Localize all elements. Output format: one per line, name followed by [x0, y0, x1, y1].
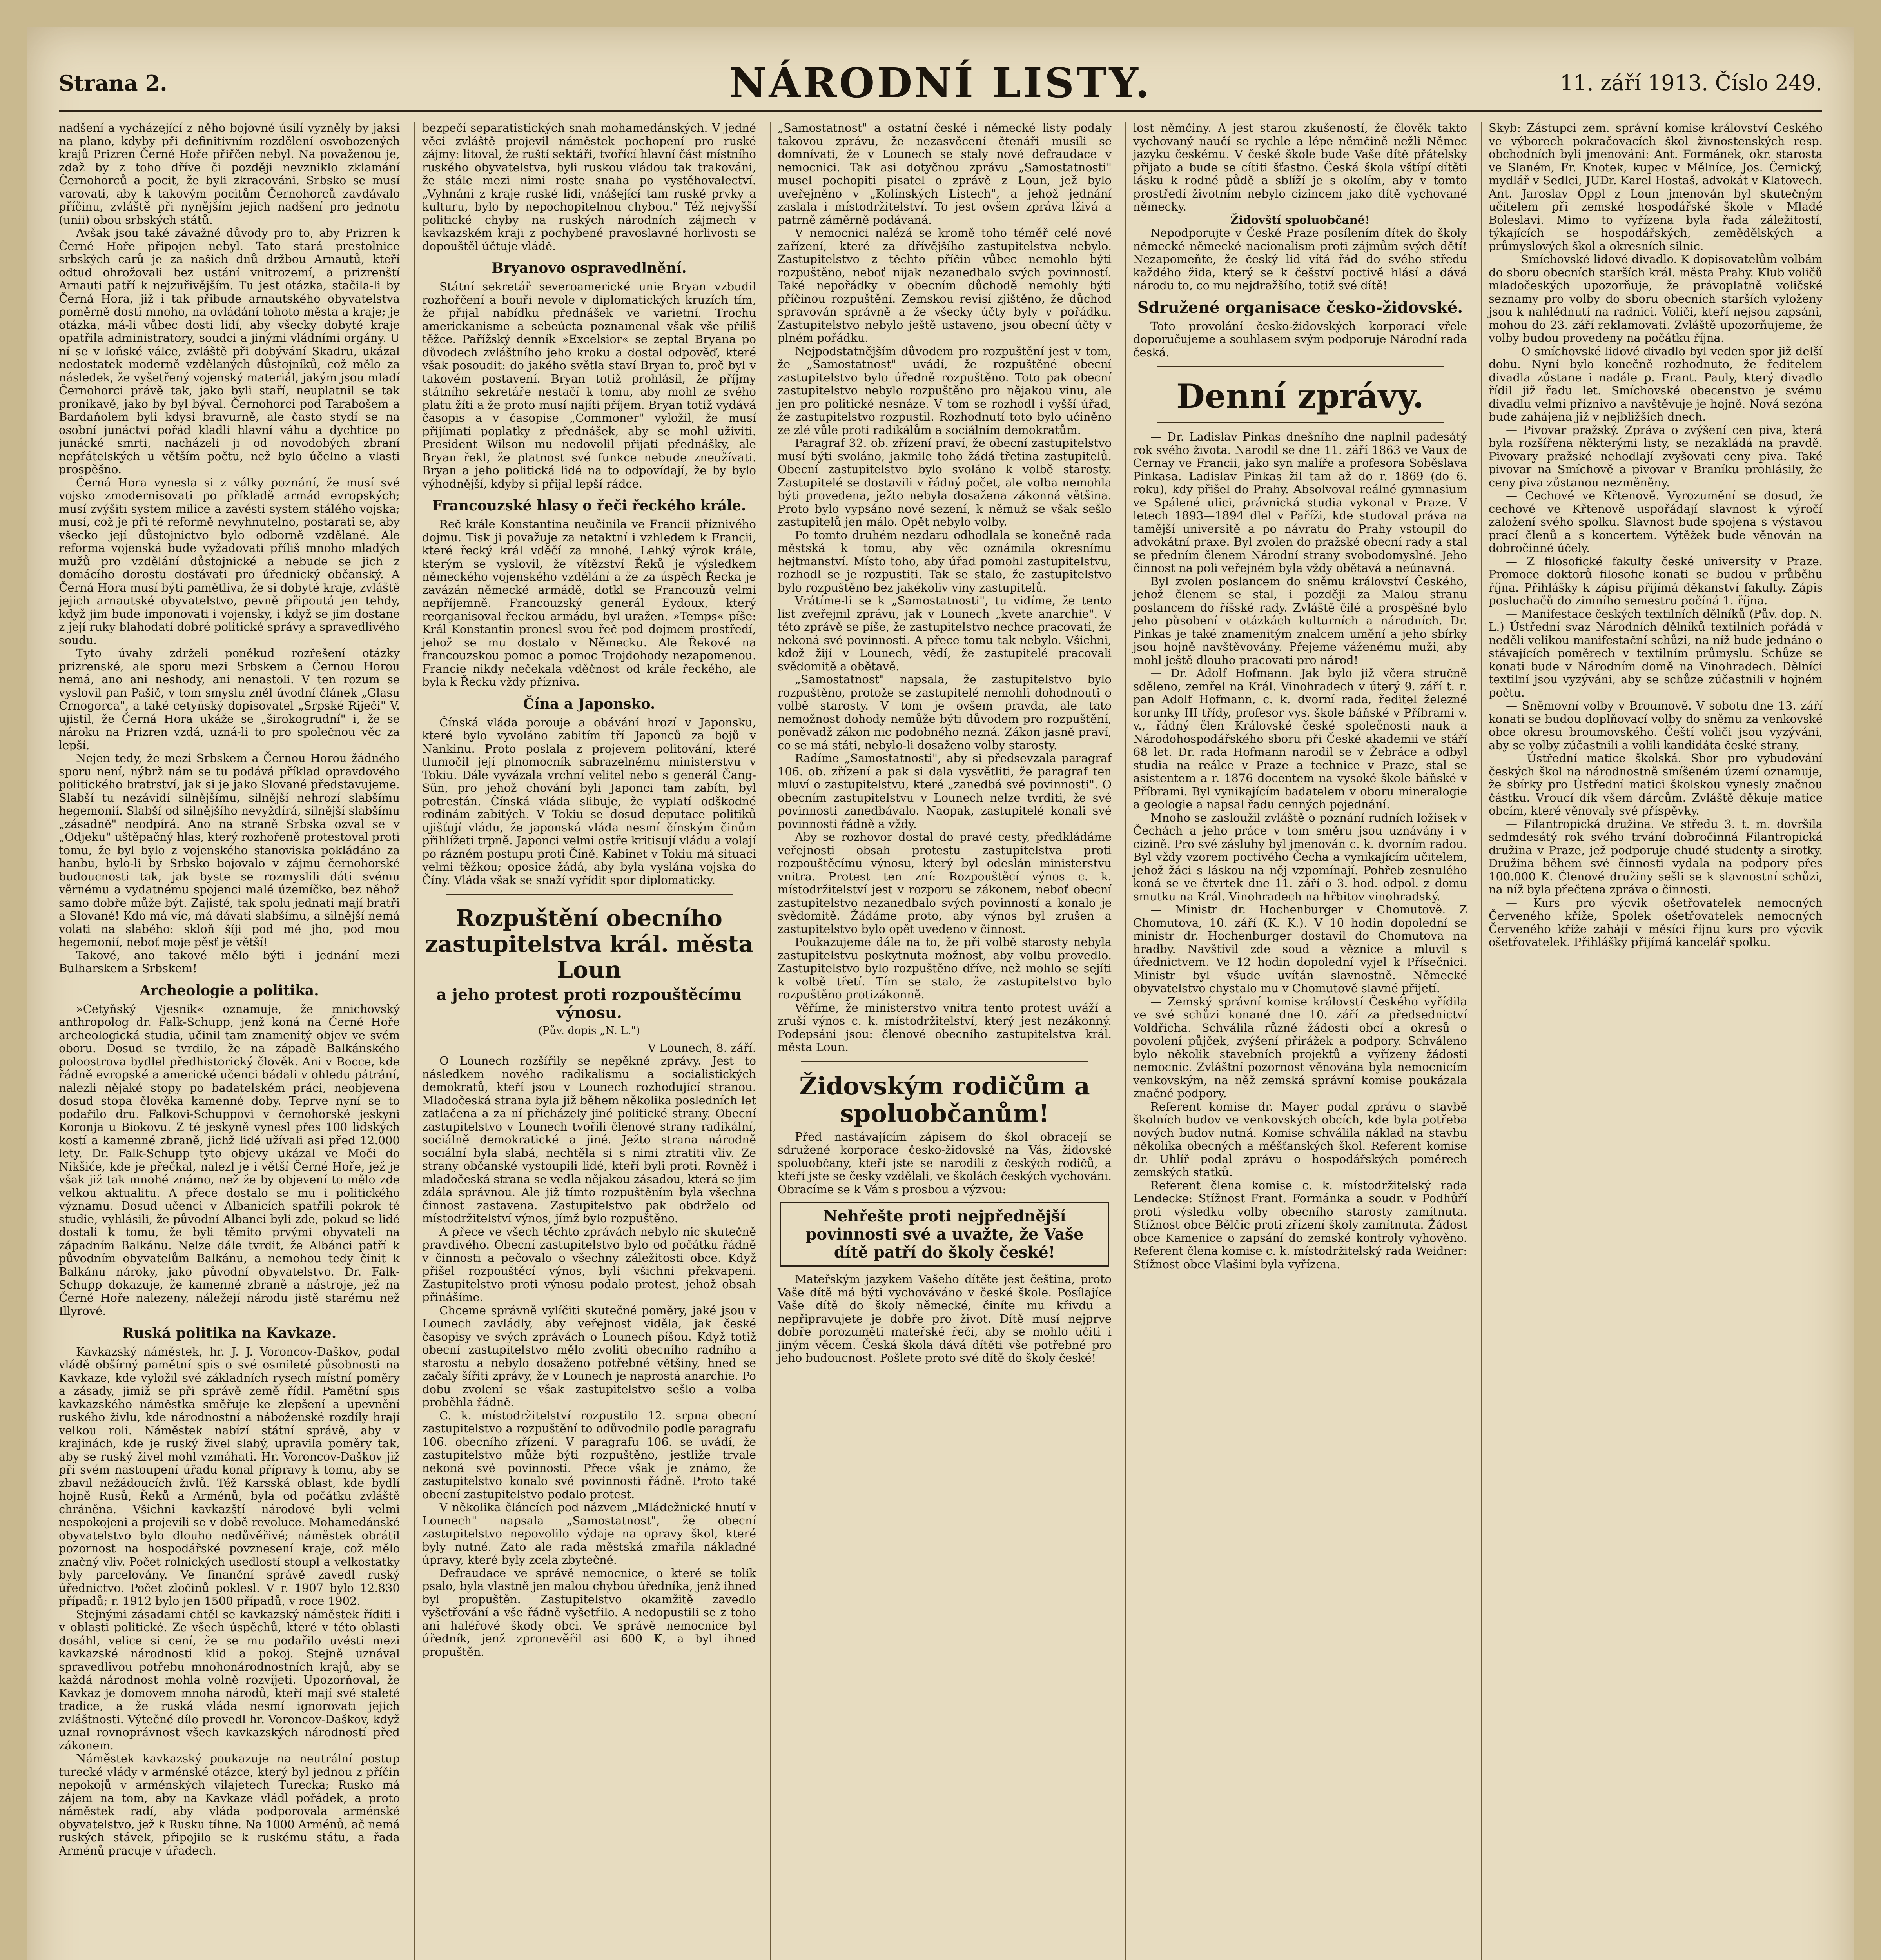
paragraph: „Samostatnost" napsala, že zastupitelstvo bylo rozpuštěno, protože se zastupitelé nemohli dohodnouti o volbě starosty. V tom je ovšem pravda, ale tato nemožnost dohody nemůže býti důvodem pro rozpuštění, poněvadž zákon nic podobného nezná. Zákon jasně praví, co se má státi, nebylo-li dosaženo volby starosty. [778, 673, 1112, 752]
newspaper-page [27, 27, 1854, 1960]
paragraph: Referent člena komise c. k. místodržitelský rada Lendecke: Stížnost Frant. Formánka a soudr. v Podhůří proti výsledku volby obecního starosty zamítnuta. Stížnost obce Bělčic proti zřízení školy zamítnuta. Žádost obce Kamenice o zapsání do zemské kontroly vyhověno. Referent člena komise c. k. místodržitelský rada Weidner: Stížnost obce Vlašimi byla vyřízena. [1133, 1178, 1467, 1271]
paragraph: Státní sekretář severoamerické unie Bryan vzbudil rozhořčení a bouři nevole v diplomatických kruzích tím, že přijal nabídku přednášek ve varietní. Trochu americkanisme a sebeúcta poznamenal však vše příliš těžce. Pařížský denník »Excelsior« se zeptal Bryana po důvodech zvláštního jeho kroku a dostal odpověď, které však posoudit: do jakého světla staví Bryan to, proč byl v takovém postavení. Bryan totiž prohlásil, že příjmy státního sekretáře nestačí k tomu, aby mohl ze svého platu žíti a že proto musí najíti příjem. Bryan totiž vydává časopis a v časopise „Commoner" vyložil, že musí přijímati poplatky z přednášek, aby se mohl uživiti. President Wilson mu nedovolil přijati přednášky, ale Bryan řekl, že platnost své funkce nebude zneužívati. Bryan a jeho politická lidé na to odpovídají, že by bylo výhodnější, kdyby si přijal lepší rádce. [422, 280, 756, 490]
paragraph: Věříme, že ministerstvo vnitra tento protest uváží a zruší výnos c. k. místodržitelství, který jest nezákonný. Podepsáni jsou: členové obecního zastupitelstva král. města Loun. [778, 1001, 1112, 1054]
columns [59, 122, 1822, 1960]
paragraph: — Sněmovní volby v Broumově. V sobotu dne 13. září konati se budou doplňovací volby do sněmu za venkovské obce okresu broumovského. Čeští voliči jsou vyzýváni, aby se volby zúčastnili a volili kandidáta české strany. [1489, 699, 1823, 752]
article-headline: Rozpuštění obecního zastupitelstva král. města Loun [425, 905, 753, 983]
paragraph: O Lounech rozšířily se nepěkné zprávy. Jest to následkem nového radikalismu a socialistických demokratů, kteří jsou v Lounech rozhodující stranou. Mladočeská strana byla již během několika posledních let zatlačena a za ní přicházely jiné politické strany. Obecní zastupitelstvo v Lounech tvořili členové strany radikální, sociálně demokratické a jiné. Ježto strana národně sociální byla slabá, nechtěla si s nimi ztratiti vliv. Ze strany občanské vystoupili lidé, kteří byli proti. Rovněž i mladočeská strana se vedla nějakou zásadou, která se jim zdála správnou. Ale již tímto rozpuštěním byla všechna činnost zastavena. Zastupitelstvo pak obdrželo od místodržitelství výnos, jímž bylo rozpuštěno. [422, 1054, 756, 1225]
paragraph: Po tomto druhém nezdaru odhodlala se konečně rada městská k tomu, aby věc oznámila okresnímu hejtmanství. Místo toho, aby úřad pomohl zastupitelstvu, rozhodl se je rozpustiti. Tak se stalo, že zastupitelstvo bylo rozpuštěno bez jakékoliv viny zastupitelů. [778, 528, 1112, 594]
dateline: V Lounech, 8. září. [648, 1041, 756, 1054]
column-5 [1481, 122, 1823, 1960]
divider [1157, 422, 1444, 423]
section-heading: Sdružené organisace česko-židovské. [1137, 298, 1463, 317]
paragraph: Avšak jsou také závažné důvody pro to, aby Prizren k Černé Hoře připojen nebyl. Tato stará prestolnice srbských carů je za našich dnů držbou Arnautů, kteří odtud ohrožovali bez ustání vnitrozemí, a prizrenští Arnauti patří k nejzuřivějším. Tu jest otázka, stačila-li by Černá Hora, již i tak přibude arnautského obyvatelstva poměrně dosti mnoho, na ovládání tohoto města a kraje; je otázka, má-li vůbec dosti lidí, aby všecky dobyté kraje opatřila administratory, soudci a jinými vládními orgány. U ní se v loňské válce, zvláště při dobývání Skadru, ukázal nedostatek moderně vzdělaných důstojníků, což mělo za následek, že vyšetřený vojenský materiál, jakým jsou mladí Černohorci právě tak, jako byli staří, neuplatnil se tak pronikavě, jako by byl býval. Černohorci pod Tarabošem a Bardaňolem byli kdysi bravurně, ale často stydí se na osobní junáctví pořád kladli hlavní váhu a dychtice po junácké smrti, nacházeli ji od novodobých zbraní nepřátelských u větším počtu, než bylo účelno a vlasti prospěšno. [59, 226, 400, 476]
paragraph: Nepodporujte v České Praze posílením dítek do školy německé německé nacionalism proti zájmům svých dětí! Nezapomeňte, že český lid vítá řád do svého středu každého žida, který se k češství poctivě hlásí a dává národu to, co mu nejdražšího, totiž své dítě! [1133, 226, 1467, 292]
paragraph: Mateřským jazykem Vašeho dítěte jest čeština, proto Vaše dítě má býti vychováváno v české škole. Posílajíce Vaše dítě do školy německé, činíte mu křivdu a nepřipravujete je dobře pro život. Dítě musí nejprve dobře porozuměti mateřské řeči, aby se mohlo učiti i jiným věcem. Česká škola dává dítěti vše potřebné pro jeho budoucnost. Pošlete proto své dítě do školy české! [778, 1272, 1112, 1365]
paragraph: Defraudace ve správě nemocnice, o které se tolik psalo, byla vlastně jen malou chybou úředníka, jenž ihned byl propuštěn. Zastupitelstvo okamžitě zavedlo vyšetřování a vše řádně vyšetřilo. A nedopustili se z toho ani haléřové škody obci. Ve správě nemocnice byl úředník, jenž zpronevěřil asi 600 K, a byl ihned propuštěn. [422, 1566, 756, 1659]
section-headline: Denní zprávy. [1176, 377, 1424, 416]
paragraph: — O smíchovské lidové divadlo byl veden spor již delší dobu. Nyní bylo konečně rozhodnuto, že ředitelem divadla zůstane i nadále p. Frant. Pauly, který divadlo řídil již řadu let. Smíchovské obecenstvo je svému divadlu velmi příznivo a navštěvuje je hojně. Nová sezóna bude zahájena již v nejbližších dnech. [1489, 344, 1823, 423]
article-subheadline: a jeho protest proti rozpouštěcímu výnosu. [436, 985, 742, 1022]
paragraph: Židovští spoluobčané! [1230, 213, 1370, 227]
paragraph: Kavkazský náměstek, hr. J. J. Voroncov-Daškov, podal vládě obšírný pamětní spis o své osmileté působnosti na Kavkaze, kde vyložil své základních rysech místní poměry a zásady, jimiž se při správě země řídil. Pamětní spis kavkazského náměstka směřuje ke zlepšení a upevnění ruského živlu, kde národnostní a náboženské rozdíly hrají velkou roli. Náměstek nabízí státní správě, aby v krajinách, kde je ruský živel slabý, upravila poměry tak, aby se ruský živel mohl vzmáhati. Hr. Voroncov-Daškov již při svém nastoupení úřadu konal přípravy k tomu, aby se zbavil nežádoucích živlů. Též Karsská oblast, kde bydlí hojně Rusů, Řeků a Arménů, byla od počátku zvláště chráněna. Všichni kavkazští národové byli velmi nespokojeni a projevili se v době revoluce. Mohamedánské obyvatelstvo bylo dlouho nedůvěřivé; náměstek obrátil pozornost na hospodářské povznesení kraje, což mělo značný vliv. Počet rolnických usedlostí stoupl a velkostatky byly parcelovány. Ve finanční správě zavedl ruský úřednictvo. Počet zločinů poklesl. V r. 1907 bylo 12.830 případů; r. 1912 bylo jen 1500 případů, v roce 1902. [59, 1345, 400, 1608]
paragraph: — Ústřední matice školská. Sbor pro vybudování českých škol na národnostně smíšeném území oznamuje, že sbírky pro Ústřední matici školskou vynesly značnou částku. Vroucí dík všem dárcům. Zvláště děkuje matice obcím, které věnovaly své příspěvky. [1489, 751, 1823, 817]
paragraph: Takové, ano takové mělo býti i jednání mezi Bulharskem a Srbskem! [59, 948, 400, 975]
paragraph: Paragraf 32. ob. zřízení praví, že obecní zastupitelstvo musí býti svoláno, jakmile toho žádá třetina zastupitelů. Obecní zastupitelstvo bylo svoláno k volbě starosty. Zastupitelé se dostavili v řádný počet, ale volba nemohla býti provedena, ježto nebyla dosažena zákonná většina. Proto bylo vypsáno nové sezení, k němuž se však sešlo zastupitelů jen málo. Opět nebylo volby. [778, 436, 1112, 528]
article-source: (Pův. dopis „N. L.") [538, 1025, 640, 1037]
paragraph: — Zemský správní komise královstí Českého vyřídila ve své schůzi konané dne 10. září za předsednictví Voldřicha. Schválila různé žádosti obcí a okresů o povolení půjček, zvýšení přirážek a podpory. Schváleno bylo několik stavebních projektů a vyřízeny žádosti nemocnic. Zvláštní pozornost věnována byla nemocnicím venkovským, na něž zemská správní komise poukázala značné podpory. [1133, 995, 1467, 1100]
paragraph: Byl zvolen poslancem do sněmu království Českého, jehož členem se stal, i později za Malou stranu poslancem do říšské rady. Zvláště čilé a prospěšné bylo jeho působení v otázkách kulturních a národních. Dr. Pinkas je také znamenitým znalcem umění a jeho sbírky jsou hojně navštěvovány. Přejeme váženému muži, aby mohl ještě dlouho pracovati pro národ! [1133, 574, 1467, 667]
paragraph: — Dr. Ladislav Pinkas dnešního dne naplnil padesátý rok svého života. Narodil se dne 11. září 1863 ve Vaux de Cernay ve Francii, jako syn malíře a profesora Soběslava Pinkasa. Ladislav Pinkas žil tam až do r. 1869 (do 6. roku), kdy přišel do Prahy. Absolvoval reálné gymnasium ve Spálené ulici, právnická studia vykonal v Praze. V letech 1893—1894 dlel v Paříži, kde studoval práva na tamější universitě a po návratu do Prahy vstoupil do advokátní praxe. Byl zvolen do pražské obecní rady a stal se předním členem Národní strany svobodomyslné. Jeho činnost na poli veřejném byla vždy obětavá a neúnavná. [1133, 430, 1467, 575]
section-heading: Bryanovo ospravedlnění. [492, 260, 687, 276]
section-heading: Archeologie a politika. [140, 982, 319, 999]
paragraph: — Z filosofické fakulty české university v Praze. Promoce doktorů filosofie konati se budou v průběhu října. Přihlášky k zápisu přijímá děkanství fakulty. Zápis posluchačů do zimního semestru počíná 1. října. [1489, 554, 1823, 607]
page-number: Strana 2. [59, 71, 167, 96]
masthead [59, 51, 1822, 112]
paragraph: Čínská vláda porouje a obávání hrozí v Japonsku, které bylo vyvoláno zabitím tří Japonců za bojů v Nankinu. Proto poslala z projevem politování, které tlumočil její plnomocník sabrazelnému ministerstvu v Tokiu. Dále vyvázala vrchní velitel nebo s generál Čang-Sün, pro jehož chování byli Japonci tam zabíti, byl potrestán. Čínská vláda slibuje, že vyplatí odškodné rodinám zabitých. V Tokiu se dosud deputace politiků ujišťují vládu, že japonská vláda nesmí čínským činům přihlížeti trpně. Japonci velmi ostře kritisují vládu a volají po rázném postupu proti Číně. Kabinet v Tokiu má situaci velmi těžkou; oposice žádá, aby byla vyslána vojska do Číny. Vláda však se snaží vyřídit spor diplomaticky. [422, 715, 756, 887]
paragraph: — Manifestace českých textilních dělníků (Pův. dop. N. L.) Ústřední svaz Národních dělníků textilních pořádá v neděli velikou manifestační schůzi, na níž bude jednáno o stávajících poměrech v textilním průmyslu. Schůze se konati bude v Národním domě na Vinohradech. Dělníci textilní jsou vyzýváni, aby se schůze zúčastnili v hojném počtu. [1489, 607, 1823, 699]
section-heading: Čína a Japonsko. [523, 695, 655, 712]
newspaper-title: NÁRODNÍ LISTY. [729, 59, 1152, 107]
paragraph: Nejpodstatnějším důvodem pro rozpuštění jest v tom, že „Samostatnost" uvádí, že rozpuštěné obecní zastupitelstvo bylo úředně rozpuštěno. Toto pak obecní zastupitelstvo nebylo rozpuštěno pro nějakou vinu, ale jen pro politické nesnáze. V tom se rozhodl i vyšší úřad, že zastupitelstvo rozpustil. Rozhodnutí toto bylo učiněno ze zlé vůle proti radikálům a sociálním demokratům. [778, 344, 1112, 437]
paragraph: lost němčiny. A jest starou zkušeností, že člověk takto vychovaný naučí se rychle a lépe němčině nežli Němec jazyku českému. V české škole bude Vaše dítě přátelsky přijato a bude se cítiti šťastno. Česká škola vštípí dítěti lásku k rodné půdě a sblíží je s okolím, aby v tomto prostředí životním nebylo cizincem jako dítě vychované německy. [1133, 122, 1467, 213]
paragraph: „Samostatnost" a ostatní české i německé listy podaly takovou zprávu, že nezasvěcení čtenáři musili se domnívati, že v Lounech se staly nové defraudace v nemocnici. Tak asi dotyčnou zprávu „Samostatnosti" musel pochopiti pisatel o zprávě z Loun, jež bylo uveřejněno v „Kolínských Listech", a jehož jednání zaslala i místodržitelství. To jest ovšem zpráva lživá a patrně záměrně podávaná. [778, 122, 1112, 227]
column-2 [414, 122, 756, 1960]
paragraph: »Cetyňský Vjesnik« oznamuje, že mnichovský anthropolog dr. Falk-Schupp, jenž koná na Černé Hoře archeologická studia, učinil tam znamenitý objev ve svém oboru. Dosud se tvrdilo, že na západě Balkánského poloostrova bydlel předhistorický člověk. Ani v Bocce, kde řádně evropské a americké učenci bádali v ohledu pátrání, nalezli nějaké stopy po badatelském práci, neobjevena dosud stopa člověka kamenné doby. Teprve nyní se to podařilo dru. Falkovi-Schuppovi v černohorské jeskyni Koronja u Biokovu. Z té jeskyně vynesl přes 100 lidských kostí a kamenné zbraně, jichž lidé užívali asi před 12.000 lety. Dr. Falk-Schupp tyto objevy ukázal ve Moči do Nikšiće, kde je přečkal, nalezl je i větší Černé Hoře, jež je však již tak mnohé známo, než že by objevení to mělo zde velkou aktualitu. A přece dostalo se mu i politického významu. Dosud učenci v Albanicích spatřili pokrok té studie, vyhlásili, že původní Albanci byli zde, pokud se lidé dostali k tomu, že byli těmito prvými obyvateli na západním Balkánu. Nelze dále tvrdit, že Albánci patří k původním obyvatelům Balkánu, a nemohou tedy činit k Balkánu nároky, jako původní obyvatelstvo. Dr. Falk-Schupp dokazuje, že kamenné zbraně a nástroje, jež na Černé Hoře nalezeny, náležejí národu jistě starému než Illyrové. [59, 1002, 400, 1318]
paragraph: Reč krále Konstantina neučinila ve Francii příznivého dojmu. Tisk ji považuje za netaktní i vzhledem k Francii, které řecký král vděčí za mnohé. Lehký výrok krále, kterým se vyslovil, že vítězství Řeků je výsledkem německého vojenského vzdělání a že za úspěch Řecka je zavázán německé armádě, dotkl se Francouzů velmi nepříjemně. Francouzský generál Eydoux, který reorganisoval řeckou armádu, byl uražen. »Temps« píše: Král Konstantin pronesl svou řeč pod dojmem prostředí, jehož se mu dostalo v Německu. Ale Řekové na francouzskou pomoc a pomoc Trojdohody nezapomenou. Francie nikdy nečekala vděčnost od krále řeckého, ale byla k Řecku vždy přízniva. [422, 517, 756, 688]
divider [801, 1061, 1088, 1062]
paragraph: Nejen tedy, že mezi Srbskem a Černou Horou žádného sporu není, nýbrž nám se tu podává příklad opravdového politického bratrství, jak si je jako Slované představujeme. Slabší tu nezávidí silnějšímu, silnější nehrozí slabšímu hegemonií. Slabší od silnějšího nevyždírá, silnější slabšímu „zásadně" neodpírá. Ano na straně Srbska ozval se v „Odjeku" uštěpačný hlas, který rozhořeně protestoval proti tomu, že byl bylo z vojenského stanoviska pokládáno za hanbu, bylo-li by Srbsko bojovalo v zájmu černohorské budoucnosti tak, jak byste se rozmyslili dáti svému věrnému a vydatnému spojenci malé územíčko, bez něhož samo dobře může být. Zajisté, tak spolu jednati mají bratři a Slované! Kdo má víc, má dávati slabšímu, a silnější nemá volati na slabého: skloň šíji pod mé jho, pod mou hegemonií, neboť moje pěsť je větší! [59, 751, 400, 949]
paragraph: — Dr. Adolf Hofmann. Jak bylo již včera stručně sděleno, zemřel na Král. Vinohradech v úterý 9. září t. r. pan Adolf Hofmann, c. k. dvorní rada, ředitel železné korunky III třídy, profesor vys. škole báňské v Příbrami v. v., řádný člen Královské české společnosti nauk a Národohospodářského sboru při České akademii ve stáří 68 let. Dr. rada Hofmann narodil se v Žebráce a odbyl studia na reálce v Praze a technice v Praze, stal se asistentem a r. 1876 docentem na vysoké škole báňské v Příbrami. Byl vynikajícím badatelem v oboru mineralogie a geologie a napsal řadu cenných pojednání. [1133, 666, 1467, 811]
paragraph: — Filantropická družina. Ve středu 3. t. m. dovršila sedmdesátý rok svého trvání dobročinná Filantropická družina v Praze, jež podporuje chudé studenty a sirotky. Družina během své činnosti vydala na podpory přes 100.000 K. Členové družiny sešli se k slavnostní schůzi, na níž byla přečtena zpráva o činnosti. [1489, 817, 1823, 896]
paragraph: Stejnými zásadami chtěl se kavkazský náměstek říditi i v oblasti politické. Ze všech úspěchů, které v této oblasti dosáhl, velice si cení, že se mu podařilo uvésti mezi kavkazské národnosti klid a pokoj. Stejně uznával spravedlivou potřebu mnohonárodnostních krajů, aby se každá národnost mohla volně rozvíjeti. Upozorňoval, že Kavkaz je domovem mnoha národů, kteří mají své staleté tradice, a že ruská vláda nesmí ignorovati jejich zvláštnosti. Výtečné dílo provedl hr. Voroncov-Daškov, když uznal rovnoprávnost všech kavkazských národností před zákonem. [59, 1607, 400, 1752]
article-headline: Židovským rodičům a spoluobčanům! [799, 1071, 1090, 1128]
paragraph: bezpečí separatistických snah mohamedánských. V jedné věci zvláště projevil náměstek pochopení pro ruské zájmy: litoval, že ruští sektáři, tvořící hlavní část místního ruského obyvatelstva, byli ruskou vládou tak trakováni, že stále mezi nimi roste snaha po vystěhovalectví. „Vyhnáni z kraje ruské lidi, vnášející tam ruské prvky a kulturu, bylo by nepochopitelnou chybou." Též nejvyšší politické chyby na ruských národních zájmech v kavkazském kraji z pochybené pravoslavné horlivosti se dopouštěl účtuje vládě. [422, 122, 756, 253]
paragraph: Radíme „Samostatnosti", aby si předsevzala paragraf 106. ob. zřízení a pak si dala vysvětliti, že paragraf ten mluví o zastupitelstvu, které „zanedbá své povinnosti". O obecním zastupitelstvu v Lounech nelze tvrditi, že své povinnosti zanedbávalo. Naopak, zastupitelé konali své povinnosti řádně a vždy. [778, 751, 1112, 831]
paragraph: Chceme správně vylíčiti skutečné poměry, jaké jsou v Lounech zavládly, aby veřejnost viděla, jak české časopisy ve svých zprávách o Lounech píšou. Když totiž obecní zastupitelstvo mělo zvoliti obecního radního a starostu a nebylo dosaženo potřebné většiny, hned se začaly šířiti zprávy, že v Lounech je naprostá anarchie. Po dobu zvolení se však zastupitelstvo sešlo a volba proběhla řádně. [422, 1303, 756, 1409]
paragraph: nadšení a vycházející z něho bojovné úsilí vyzněly by jaksi na plano, kdyby při definitivním rozdělení osvobozených krajů Prizren Černé Hoře přiřčen nebyl. Na považenou je, zdaž by z toho dříve či později nevzniklo zklamání Černohorců a pocit, že byli zkracováni. Srbsko se musí varovati, aby k takovým pocitům Černohorců zavdávalo příčinu, zvláště při nynějším jejich nadšení pro jednotu (unii) obou srbských států. [59, 122, 400, 227]
issue-date: 11. září 1913. Číslo 249. [1560, 71, 1822, 95]
paragraph: Toto provolání česko-židovských korporací vřele doporučujeme a souhlasem svým podporuje Národní rada česká. [1133, 319, 1467, 359]
paragraph: Referent komise dr. Mayer podal zprávu o stavbě školních budov ve venkovských obcích, kde byla potřeba nových budov nutná. Komise schválila náklad na stavbu několika obecných a měšťanských škol. Referent komise dr. Uhlíř podal zprávu o hospodářských poměrech zemských statků. [1133, 1100, 1467, 1179]
column-4 [1125, 122, 1467, 1960]
boxed-appeal: Nehřešte proti nejpřednější povinnosti své a uvažte, že Vaše dítě patří do školy české! [780, 1202, 1109, 1267]
paragraph: Poukazujeme dále na to, že při volbě starosty nebyla zastupitelstvu poskytnuta možnost, aby volbu provedlo. Zastupitelstvo bylo rozpuštěno dříve, než mohlo se sejíti k volbě třetí. Tím se stalo, že zastupitelstvo bylo rozpuštěno protizákonně. [778, 935, 1112, 1001]
paragraph: Aby se rozhovor dostal do pravé cesty, předkládáme veřejnosti obsah protestu zastupitelstva proti rozpouštěcímu výnosu, který byl odeslán ministerstvu vnitra. Protest ten zní: Rozpouštěcí výnos c. k. místodržitelství jest v rozporu se zákonem, neboť obecní zastupitelstvo nezanedbalo svých povinností a konalo je svědomitě. Žádáme proto, aby výnos byl zrušen a zastupitelstvo bylo opět uvedeno v činnost. [778, 830, 1112, 936]
section-heading: Ruská politika na Kavkaze. [122, 1325, 337, 1341]
column-3 [770, 122, 1112, 1960]
paragraph: Mnoho se zasloužil zvláště o poznání rudních ložisek v Čechách a jeho práce v tom směru jsou uznávány i v cizině. Pro své zásluhy byl jmenován c. k. dvorním radou. Byl vždy vzorem poctivého Čecha a vynikajícím učitelem, jehož žáci s láskou na něj vzpomínají. Pohřeb zesnulého koná se ve čtvrtek dne 11. září o 3. hod. odpol. z domu smutku na Král. Vinohradech na hřbitov vinohradský. [1133, 811, 1467, 903]
paragraph: Černá Hora vynesla si z války poznání, že musí své vojsko zmodernisovati po příkladě armád evropských; musí zvýšiti system milice a zavésti system stálého vojska; musí, což je při té reformě nevyhnutelno, postarati se, aby všecko její důstojnictvo bylo odborně vzdělané. Ale reforma vojenská bude vyžadovati příliš mnoho mladých mužů pro vzdělání důstojnické a nebude se jich z domácího dorostu dostávati pro úřednický občanský. A Černá Hora musí býti pamětliva, že si dobyté kraje, zvláště jejich arnautské obyvatelstvo, pevně připoutá jen tehdy, když jim bude imponovati i vojensky, i když se jim dostane z její ruky blahodatí dobré politické správy a spravedlivého soudu. [59, 475, 400, 647]
divider [1157, 366, 1444, 367]
paragraph: A přece ve všech těchto zprávách nebylo nic skutečně pravdivého. Obecní zastupitelstvo bylo od počátku řádně v činnosti a pečovalo o všechny záležitosti obce. Když přišel rozpouštěcí výnos, byli všichni překvapeni. Zastupitelstvo proti výnosu podalo protest, jehož obsah přinášíme. [422, 1225, 756, 1304]
paragraph: — Ministr dr. Hochenburger v Chomutově. Z Chomutova, 10. září (K. K.). V 10 hodin dopolední se ministr dr. Hochenburger dostavil do Chomutova na hradby. Navštívil zde soud a věznice a mluvil s úřednictvem. Ve 12 hodin dopolední vyjel k Přísečnici. Ministr byl všude uvítán slavnostně. Německé obyvatelstvo chystalo mu v Chomutově slavné přijetí. [1133, 903, 1467, 995]
divider [446, 894, 733, 895]
paragraph: C. k. místodržitelství rozpustilo 12. srpna obecní zastupitelstvo a rozpuštění to odůvodnilo podle paragrafu 106. obecního zřízení. V paragrafu 106. se uvádí, že zastupitelstvo může býti rozpuštěno, jestliže trvale nekoná své povinnosti. Přece však je známo, že zastupitelstvo konalo své povinnosti řádně. Proto také obecní zastupitelstvo podalo protest. [422, 1408, 756, 1501]
paragraph: V několika článcích pod názvem „Mládežnické hnutí v Lounech" napsala „Samostatnost", že obecní zastupitelstvo nepovolilo výdaje na opravy škol, které byly nutné. Zato ale rada městská zmařila nákladné úpravy, které byly zcela zbytečné. [422, 1501, 756, 1566]
paragraph: Vrátíme-li se k „Samostatnosti", tu vidíme, že tento list zveřejnil zprávu, jak v Lounech „kvete anarchie". V této zprávě se píše, že zastupitelstvo nechce pracovati, že nekoná své povinnosti. A přece tomu tak nebylo. Všichni, kdož žijí v Lounech, vědí, že zastupitelé pracovali svědomitě a obětavě. [778, 594, 1112, 673]
paragraph: Náměstek kavkazský poukazuje na neutrální postup turecké vlády v arménské otázce, který byl jednou z příčin nepokojů v arménských vilajetech Turecka; Rusko má zájem na tom, aby na Kavkaze vládl pořádek, a proto náměstek radí, aby vláda podporovala arménské obyvatelstvo, jež k Rusku tíhne. Na 1000 Arménů, ač nemá ruských stávek, připojilo se k ruskému státu, a řada Arménů pracuje v úřadech. [59, 1752, 400, 1857]
paragraph: Skyb: Zástupci zem. správní komise království Českého ve výborech pokračovacích škol živnostenských resp. obchodních byli jmenováni: Ant. Formánek, okr. starosta ve Slaném, Fr. Knotek, kupec v Mělníce, Jos. Černický, mydlář v Sedlci, JUDr. Karel Hostaš, advokát v Klatovech. Ant. Jaroslav Oppl z Loun jmenován byl skutečným učitelem při zemské hospodářské škole v Mladé Boleslavi. Mimo to vyřízena byla řada záležitostí, týkajících se hospodářských, zemědělských a průmyslových škol a okresních silnic. [1489, 122, 1823, 253]
section-heading: Francouzské hlasy o řeči řeckého krále. [432, 497, 746, 514]
paragraph: Před nastávajícím zápisem do škol obracejí se sdružené korporace česko-židovské na Vás, židovské spoluobčany, kteří jste se narodili z českých rodičů, a kteří jste se česky vzdělali, ve školách českých vychováni. Obracíme se k Vám s prosbou a výzvou: [778, 1130, 1112, 1196]
paragraph: — Cechové ve Křtenově. Vyrozumění se dosud, že cechové ve Křtenově uspořádají slavnost k výročí založení svého spolku. Slavnost bude spojena s výstavou prací členů a s koncertem. Výtěžek bude věnován na dobročinné účely. [1489, 489, 1823, 555]
paragraph: — Smíchovské lidové divadlo. K dopisovatelům volbám do sboru obecních starších král. města Prahy. Klub voličů mladočeských upozorňuje, že právoplatně voličské seznamy pro volby do sboru obecních starších vyloženy jsou k nahlédnutí na radnici. Voliči, kteří nejsou zapsáni, mohou do 23. září reklamovati. Zvláště upozorňujeme, že volby budou provedeny na počátku října. [1489, 252, 1823, 345]
paragraph: Tyto úvahy zdrželi poněkud rozřešení otázky prizrenské, ale sporu mezi Srbskem a Černou Horou nemá, ano ani neshody, ani nenastoli. V ten rozum se vyslovil pan Pašič, v tom smyslu zněl úvodní článek „Glasu Crnogorca", a také cetyňský dopisovatel „Srpské Riječi" V. ujistil, že Černá Hora ukáže se „širokogrudní" i, že se nároku na Prizren vzdá, uzná-li to pro společnou věc za lepší. [59, 646, 400, 752]
column-1 [59, 122, 400, 1960]
paragraph: — Kurs pro výcvik ošetřovatelek nemocných Červeného kříže, Spolek ošetřovatelek nemocných Červeného kříže zahájí v měsíci říjnu kurs pro výcvik ošetřovatelek. Přihlášky přijímá kancelář spolku. [1489, 896, 1823, 949]
paragraph: V nemocnici nalézá se kromě toho téměř celé nové zařízení, které za dřívějšího zastupitelstva nebylo. Zastupitelstvo z těchto příčin vůbec nemohlo býti rozpuštěno, neboť nijak nezanedbalo svých povinností. Také nepořádky v obecním důchodě nemohly býti příčinou rozpuštění. Zemskou revisí zjištěno, že důchod spravován správně a že všecky účty byly v pořádku. Zastupitelstvo nebylo ještě ustaveno, jsou obecní účty v plném pořádku. [778, 226, 1112, 345]
paragraph: — Pivovar pražský. Zpráva o zvýšení cen piva, která byla rozšířena některými listy, se nezakládá na pravdě. Pivovary pražské nehodlají zvyšovati ceny piva. Také pivovar na Smíchově a pivovar v Braníku prohlásily, že ceny piva zůstanou nezměněny. [1489, 423, 1823, 489]
